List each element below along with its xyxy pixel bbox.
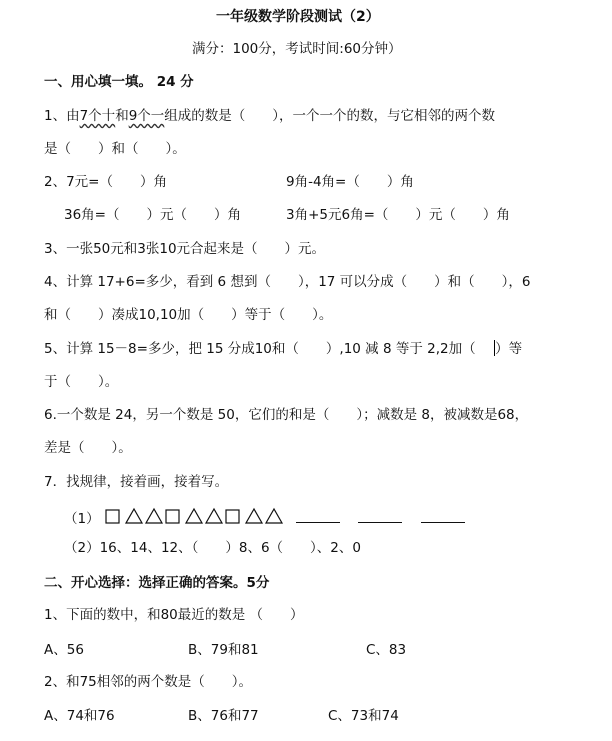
mc-q2-option-c: C、73和74	[328, 708, 399, 724]
question-1-line2: 是（ ）和（ ）。	[44, 141, 186, 157]
question-2d: 3角+5元6角=（ ）元（ ）角	[286, 207, 510, 223]
question-3: 3、一张50元和3张10元合起来是（ ）元。	[44, 241, 326, 257]
square-shape-4	[166, 510, 179, 523]
triangle-shape-8	[246, 509, 262, 523]
q7-p1-label: （1）	[64, 511, 100, 527]
question-6-line2: 差是（ ）。	[44, 440, 132, 456]
section1-heading: 一、用心填一填。 24 分	[44, 74, 194, 90]
question-1-line1	[44, 107, 495, 125]
answer-blank-1	[296, 508, 340, 523]
question-7-stem: 7．找规律，接着画，接着写。	[44, 474, 229, 490]
section2-heading: 二、开心选择：选择正确的答案。5分	[44, 575, 270, 591]
question-7-part1	[64, 507, 465, 528]
mc-q1-option-b: B、79和81	[188, 642, 259, 658]
shape-pattern	[104, 507, 284, 525]
q1-mid: 和	[115, 108, 129, 124]
question-2c: 36角=（ ）元（ ）角	[64, 207, 241, 223]
answer-blank-2	[358, 508, 402, 523]
mc-q2-option-a: A、74和76	[44, 708, 115, 724]
q1-pre: 1、由	[44, 108, 80, 124]
triangle-shape-5	[186, 509, 202, 523]
question-4-line2: 和（ ）凑成10,10加（ ）等于（ ）。	[44, 307, 333, 323]
mc-question-2: 2、和75相邻的两个数是（ ）。	[44, 674, 253, 690]
question-2b: 9角-4角=（ ）角	[286, 174, 414, 190]
question-2a: 2、7元=（ ）角	[44, 174, 167, 190]
mc-q1-option-c: C、83	[366, 642, 407, 658]
page-title: 一年级数学阶段测试（2）	[216, 9, 380, 25]
question-4-line1: 4、计算 17+6=多少，看到 6 想到（ ），17 可以分成（ ）和（ ），6	[44, 274, 531, 290]
mc-q2-option-b: B、76和77	[188, 708, 259, 724]
mc-q1-option-a: A、56	[44, 642, 84, 658]
question-6-line1: 6.一个数是 24，另一个数是 50，它们的和是（ ）；减数是 8，被减数是68，	[44, 407, 529, 423]
q1-post: 组成的数是（ ），一个一个的数，与它相邻的两个数	[164, 108, 496, 124]
q1-wavy-2: 9个一	[128, 108, 165, 124]
q5-pre: 5、计算 15－8=多少，把 15 分成10和（ ）,10 减 8 等于 2,2加（	[44, 341, 476, 357]
square-shape-1	[106, 510, 119, 523]
triangle-shape-3	[146, 509, 162, 523]
question-5-line1	[44, 340, 522, 358]
triangle-shape-9	[266, 509, 282, 523]
answer-blank-3	[421, 508, 465, 523]
triangle-shape-6	[206, 509, 222, 523]
q1-wavy-1: 7个十	[79, 108, 116, 124]
triangle-shape-2	[126, 509, 142, 523]
mc-question-1: 1、下面的数中，和80最近的数是 （ ）	[44, 607, 304, 623]
square-shape-7	[226, 510, 239, 523]
question-5-line2: 于（ ）。	[44, 374, 119, 390]
q5-post: ）等	[495, 341, 523, 357]
page-subtitle: 满分：100分，考试时间:60分钟）	[192, 41, 402, 57]
question-7-part2: （2）16、14、12、（ ）8、6（ ）、2、0	[64, 540, 361, 556]
